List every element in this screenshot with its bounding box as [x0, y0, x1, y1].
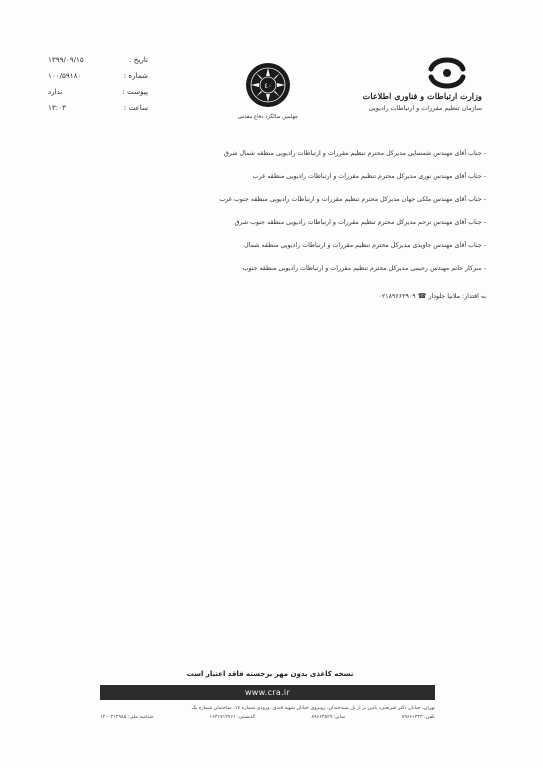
ministry-logo [412, 55, 482, 89]
letter-metadata [48, 52, 148, 116]
recipient-line: - سرکار خانم مهندس رحیمی مدیرکل محترم تنظیم مقررات و ارتباطات رادیویی منطقه جنوب [242, 265, 486, 272]
contact-label: به اقتدار: ملانیا جلودار [428, 293, 486, 300]
date-label: تاریخ : [128, 55, 148, 64]
footer-postal-code: کدپستی: ۱۶۳۱۷۱۳۷۶۱ [209, 714, 256, 720]
recipient-line: - جناب آقای مهندس ملکی جهان مدیرکل محترم تنظیم مقررات و ارتباطات رادیویی منطقه جنوب غرب [219, 196, 486, 203]
footer-phone: تلفن: ۸۹۶۶۱۳۲۲ [401, 714, 435, 720]
footer-national-id: شناسه ملی: ۱۴۰۰۳۱۲۹۸۵ [100, 714, 154, 720]
attachment-row [48, 84, 148, 100]
organization-name: سازمان تنظیم مقررات و ارتباطات رادیویی [368, 104, 482, 112]
seal-emblem-icon [245, 62, 291, 108]
time-label: ساعت : [123, 103, 148, 112]
date-row [48, 52, 148, 68]
recipients-list [180, 150, 486, 288]
recipient-line: - جناب آقای مهندس جاویدی مدیرکل محترم تنظیم مقررات و ارتباطات رادیویی منطقه شمال [244, 242, 486, 249]
footer-fax: نمابر: ۸۹۶۶۴۵۲۹ [311, 714, 346, 720]
attachment-label: پیوست : [122, 87, 148, 96]
contact-line [330, 292, 486, 300]
time-row [48, 100, 148, 116]
recipient-line: - جناب آقای مهندس شمسایی مدیرکل محترم تنظیم مقررات و ارتباطات رادیویی منطقه شمال شرق [223, 150, 486, 157]
website-bar [100, 685, 435, 700]
address-line: تهران، خیابان دکتر شریعتی، پایین تر از پل سیدخندان، روبروی خیابان شهید قندی، ورودی شماره ۱۷، ساختمان شماره یک [191, 705, 435, 711]
number-row [48, 68, 148, 84]
ministry-name: وزارت ارتباطات و فناوری اطلاعات [362, 91, 482, 101]
recipient-line: - جناب آقای مهندس نوری مدیرکل محترم تنظیم مقررات و ارتباطات رادیویی منطقه غرب [252, 173, 486, 180]
time-value: ۱۳:۰۳ [48, 103, 66, 112]
attachment-value: ندارد [48, 87, 63, 96]
contact-phone: ۰۲۱۸۹۶۶۲۹۰۹ [378, 293, 416, 300]
recipient-line: - جناب آقای مهندس ترحم مدیرکل محترم تنظیم مقررات و ارتباطات رادیویی منطقه جنوب شرق [234, 219, 486, 226]
date-value: ۱۳۹۹/۰۹/۱۵ [48, 55, 84, 64]
phone-icon: ☎ [417, 292, 427, 300]
cra-logo-icon [425, 55, 469, 89]
sacred-defense-seal [236, 62, 300, 120]
svg-text:٤٠: ٤٠ [264, 82, 272, 90]
number-label: شماره : [123, 71, 148, 80]
contact-details-line [100, 713, 435, 722]
footer-validity-note: نسخه کاغذی بدون مهر برجسته فاقد اعتبار است [186, 670, 354, 678]
footer-address [100, 704, 435, 722]
ministry-header [362, 55, 482, 112]
website-url[interactable]: www.cra.ir [244, 688, 291, 697]
seal-caption: چهلمین سالگرد دفاع مقدس [237, 114, 299, 120]
number-value: ۱۰۰/۵۹۱۸۰ [48, 71, 82, 80]
